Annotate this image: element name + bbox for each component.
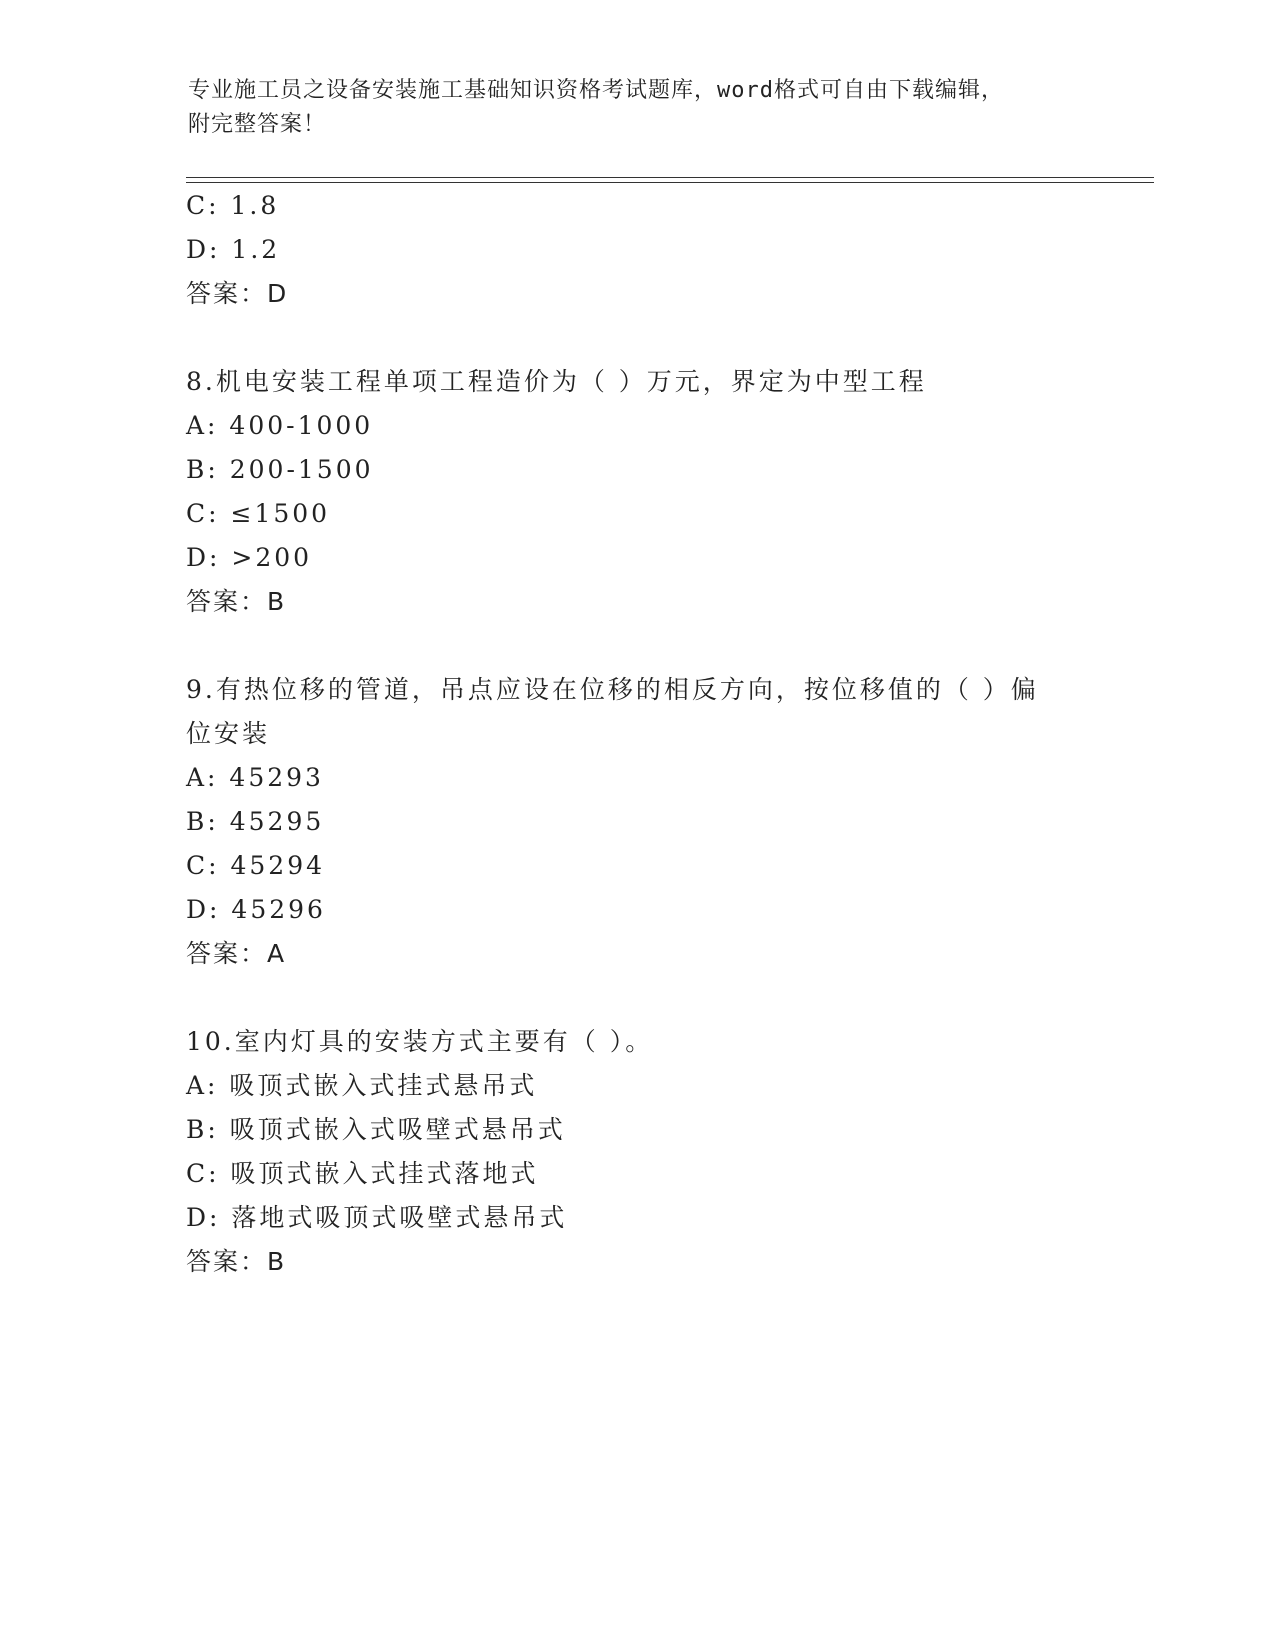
q9-answer: 答案：A [186,939,287,968]
q9-option-a: A: 45293 [186,763,324,792]
q7-option-d: D: 1.2 [186,235,281,264]
q10-option-c: C: 吸顶式嵌入式挂式落地式 [186,1159,539,1188]
q7-answer: 答案：D [186,279,289,308]
document-header [188,74,1068,142]
q8-option-c: C: ≤1500 [186,499,331,528]
q8-question: 8.机电安装工程单项工程造价为（ ）万元，界定为中型工程 [186,367,927,396]
q8-option-b: B: 200-1500 [186,455,374,484]
q9-option-c: C: 45294 [186,851,326,880]
q9-question-line-1: 9.有热位移的管道，吊点应设在位移的相反方向，按位移值的（ ）偏 [186,675,1039,704]
q10-option-b: B: 吸顶式嵌入式吸壁式悬吊式 [186,1115,566,1144]
q10-answer: 答案：B [186,1247,287,1276]
q10-question: 10.室内灯具的安装方式主要有（ ）。 [186,1027,654,1056]
q10-option-d: D: 落地式吸顶式吸壁式悬吊式 [186,1203,568,1232]
q8-option-d: D: >200 [186,543,313,572]
q8-answer: 答案：B [186,587,287,616]
header-divider-top [186,177,1154,178]
q7-option-c: C: 1.8 [186,191,280,220]
q8-option-a: A: 400-1000 [186,411,374,440]
header-line-2: 附完整答案！ [188,112,327,137]
q9-option-d: D: 45296 [186,895,326,924]
q9-question-line-2: 位安装 [186,719,271,748]
q9-option-b: B: 45295 [186,807,325,836]
q10-option-a: A: 吸顶式嵌入式挂式悬吊式 [186,1071,538,1100]
header-divider-bottom [186,182,1154,183]
header-line-1: 专业施工员之设备安装施工基础知识资格考试题库，word格式可自由下载编辑， [188,78,1004,103]
